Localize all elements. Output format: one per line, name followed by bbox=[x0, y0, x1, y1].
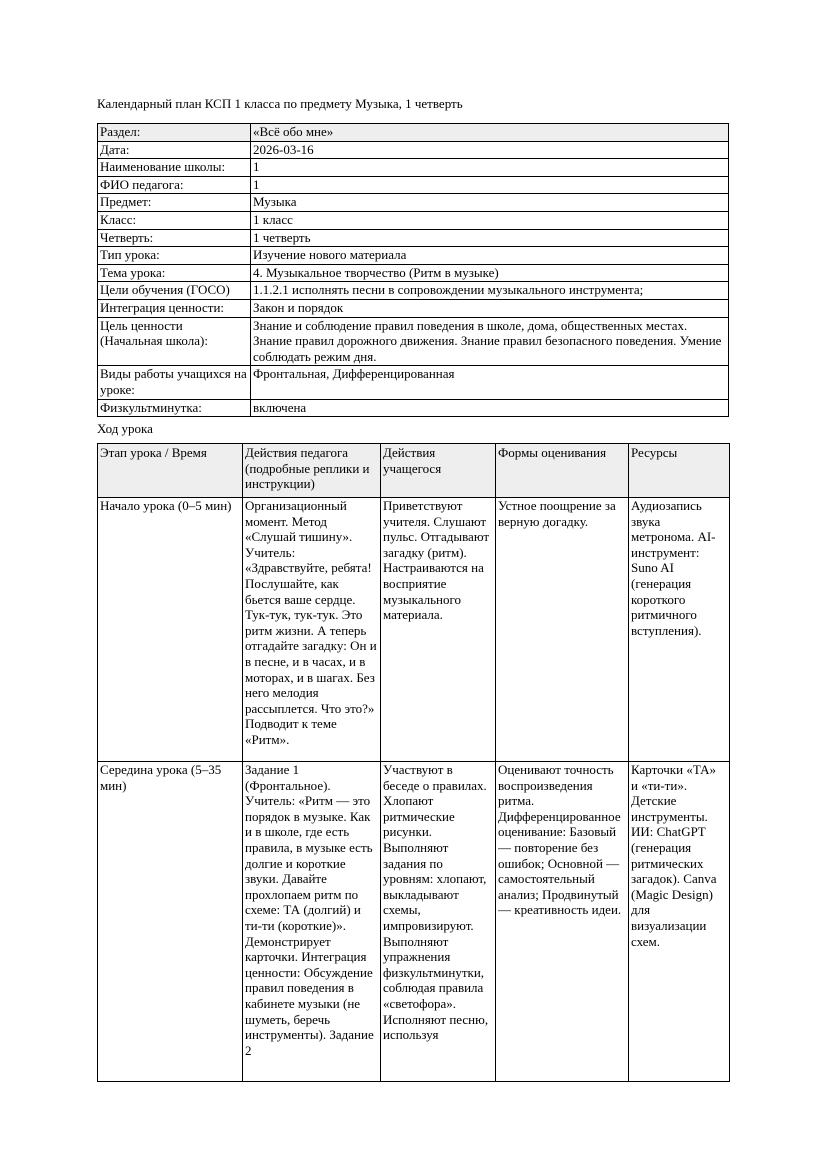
lesson-row-middle bbox=[98, 762, 730, 1082]
student-actions-text: Приветствуют учителя. Слушают пульс. Отгадывают загадку (ритм). Настраиваются на восприятие музыкального материала. bbox=[383, 498, 490, 623]
info-label: Физкультминутка: bbox=[98, 399, 251, 417]
document-page bbox=[97, 96, 729, 1082]
info-value: 2026-03-16 bbox=[251, 141, 729, 159]
student-actions-cell bbox=[381, 762, 496, 1082]
info-value: 1 bbox=[251, 176, 729, 194]
info-row-lesson-type bbox=[98, 247, 729, 265]
info-value: Фронтальная, Дифференцированная bbox=[251, 366, 729, 399]
info-label: Дата: bbox=[98, 141, 251, 159]
info-value: «Всё обо мне» bbox=[251, 124, 729, 142]
info-label: Тип урока: bbox=[98, 247, 251, 265]
header-student-actions: Действия учащегося bbox=[381, 444, 496, 498]
info-value: 1 четверть bbox=[251, 229, 729, 247]
info-row-work-types bbox=[98, 366, 729, 399]
info-value: 1 класс bbox=[251, 211, 729, 229]
lesson-row-start bbox=[98, 498, 730, 762]
info-row-value-integration bbox=[98, 299, 729, 317]
section-heading: Ход урока bbox=[97, 421, 153, 437]
student-actions-text: Участвуют в беседе о правилах. Хлопают ритмические рисунки. Выполняют задания по уровням: хлопают, выкладывают схемы, импровизируют. Выполняют упражнения физкультминутки, соблюдая правила «светофора». Исполняют песню, используя bbox=[383, 762, 489, 1043]
header-stage: Этап урока / Время bbox=[98, 444, 243, 498]
info-value: Закон и порядок bbox=[251, 299, 729, 317]
info-row-lesson-topic bbox=[98, 264, 729, 282]
resources-cell bbox=[629, 498, 730, 762]
assessment-text: Оценивают точность воспроизведения ритма. Дифференцированное оценивание: Базовый — повторение без ошибок; Основной — самостоятельный анализ; Продвинутый — креативность идеи. bbox=[498, 762, 622, 918]
stage-cell bbox=[98, 762, 243, 1082]
info-value: 1.1.2.1 исполнять песни в сопровождении музыкального инструмента; bbox=[251, 282, 729, 300]
lesson-table-header-row bbox=[98, 444, 730, 498]
lesson-info-table bbox=[97, 123, 729, 417]
info-label: Цель ценности (Начальная школа): bbox=[98, 317, 251, 366]
info-row-teacher-name bbox=[98, 176, 729, 194]
info-label: Предмет: bbox=[98, 194, 251, 212]
info-row-quarter bbox=[98, 229, 729, 247]
info-row-goals bbox=[98, 282, 729, 300]
lesson-flow-table bbox=[97, 443, 730, 1082]
info-label: Тема урока: bbox=[98, 264, 251, 282]
assessment-text: Устное поощрение за верную догадку. bbox=[498, 498, 616, 529]
teacher-actions-cell bbox=[243, 498, 381, 762]
info-label: Четверть: bbox=[98, 229, 251, 247]
stage-text: Начало урока (0–5 мин) bbox=[100, 498, 232, 514]
info-label: ФИО педагога: bbox=[98, 176, 251, 194]
info-value: 1 bbox=[251, 159, 729, 177]
header-assessment: Формы оценивания bbox=[496, 444, 629, 498]
info-row-class bbox=[98, 211, 729, 229]
info-value: Знание и соблюдение правил поведения в школе, дома, общественных местах. Знание правил дорожного движения. Знание правил безопасного поведения. Умение соблюдать режим дня. bbox=[251, 317, 729, 366]
info-value: включена bbox=[251, 399, 729, 417]
info-label: Интеграция ценности: bbox=[98, 299, 251, 317]
header-resources: Ресурсы bbox=[629, 444, 730, 498]
stage-cell bbox=[98, 498, 243, 762]
teacher-actions-text: Организационный момент. Метод «Слушай тишину». Учитель: «Здравствуйте, ребята! Послушайте, как бьется ваше сердце. Тук-тук, тук-тук. Это ритм жизни. А теперь отгадайте загадку: Он и в песне, и в часах, и в моторах, и в шагах. Без него мелодия рассыплется. Что это?» Подводит к теме «Ритм». bbox=[245, 498, 377, 747]
info-label: Раздел: bbox=[98, 124, 251, 142]
info-value: Музыка bbox=[251, 194, 729, 212]
teacher-actions-cell bbox=[243, 762, 381, 1082]
info-value: 4. Музыкальное творчество (Ритм в музыке) bbox=[251, 264, 729, 282]
teacher-actions-text: Задание 1 (Фронтальное). Учитель: «Ритм — это порядок в музыке. Как и в школе, где есть правила, в музыке есть долгие и короткие звуки. Давайте прохлопаем ритм по схеме: ТА (долгий) и ти-ти (короткие)». Демонстрирует карточки. Интеграция ценности: Обсуждение правил поведения в кабинете музыки (не шуметь, беречь инструменты). Задание 2 bbox=[245, 762, 374, 1058]
info-row-school bbox=[98, 159, 729, 177]
stage-text: Середина урока (5–35 мин) bbox=[100, 762, 222, 793]
info-label: Виды работы учащихся на уроке: bbox=[98, 366, 251, 399]
header-teacher-actions: Действия педагога (подробные реплики и инструкции) bbox=[243, 444, 381, 498]
resources-text: Аудиозапись звука метронома. AI-инструмент: Suno AI (генерация короткого ритмичного вступления). bbox=[631, 498, 716, 638]
assessment-cell bbox=[496, 762, 629, 1082]
info-row-phys-minute bbox=[98, 399, 729, 417]
info-row-subject bbox=[98, 194, 729, 212]
student-actions-cell bbox=[381, 498, 496, 762]
info-label: Наименование школы: bbox=[98, 159, 251, 177]
info-label: Класс: bbox=[98, 211, 251, 229]
document-title: Календарный план КСП 1 класса по предмету Музыка, 1 четверть bbox=[97, 96, 463, 111]
info-row-date bbox=[98, 141, 729, 159]
info-value: Изучение нового материала bbox=[251, 247, 729, 265]
info-row-razdel bbox=[98, 124, 729, 142]
assessment-cell bbox=[496, 498, 629, 762]
resources-text: Карточки «ТА» и «ти-ти». Детские инструменты. ИИ: ChatGPT (генерация ритмических загадок). Canva (Magic Design) для визуализации схем. bbox=[631, 762, 717, 949]
info-label: Цели обучения (ГОСО) bbox=[98, 282, 251, 300]
info-row-value-goal bbox=[98, 317, 729, 366]
resources-cell bbox=[629, 762, 730, 1082]
